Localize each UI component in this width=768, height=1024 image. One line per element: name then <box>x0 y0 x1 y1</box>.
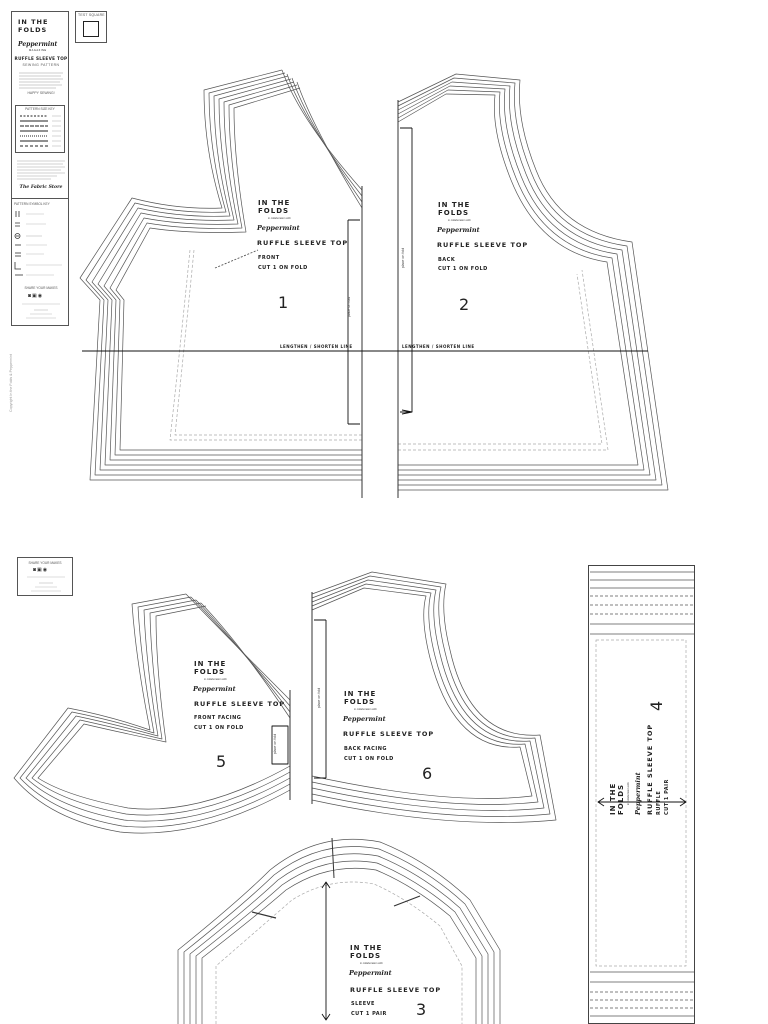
piece-6-collab: in collaboration with <box>354 708 377 711</box>
info-brand-line1: IN THE <box>18 18 49 26</box>
piece-4-number: 4 <box>647 700 666 711</box>
piece-3-grainline <box>322 882 330 1020</box>
piece-2-cut: CUT 1 ON FOLD <box>438 266 488 272</box>
piece-1-fold-label: place on fold <box>347 296 352 318</box>
piece-1-name: FRONT <box>258 255 280 261</box>
instagram-icon: ◙ <box>33 567 38 573</box>
piece-2-name: BACK <box>438 257 456 263</box>
info-share-title: SHARE YOUR MAKES <box>24 286 58 290</box>
piece-3-brand-line2: FOLDS <box>350 952 382 960</box>
piece-5-brand-line2: FOLDS <box>194 668 226 676</box>
piece-2-brand-line1: IN THE <box>438 201 471 209</box>
piece-6-name: BACK FACING <box>344 746 387 752</box>
info-magazine-sub: MAGAZINE <box>29 49 47 52</box>
piece-6-brand-line1: IN THE <box>344 690 377 698</box>
piece-2-fold-label: place on fold <box>401 247 406 269</box>
facebook-icon: ▣ <box>32 293 38 299</box>
piece-5-name: FRONT FACING <box>194 715 242 721</box>
piece-1-magazine-logo: Peppermint <box>257 224 300 232</box>
piece-4-label-group <box>585 675 675 815</box>
piece-1-outline <box>80 70 362 480</box>
piece-5-collab: in collaboration with <box>204 678 227 681</box>
piece-3-brand-line1: IN THE <box>350 944 383 952</box>
piece-2-outline <box>398 74 668 490</box>
piece-4-brand-line2: FOLDS <box>617 783 625 815</box>
piece-5-title: RUFFLE SLEEVE TOP <box>194 700 286 708</box>
symbol-key-title: PATTERN SYMBOL KEY <box>14 202 50 206</box>
info-brand-line2: FOLDS <box>18 26 48 34</box>
piece-5-brand-line1: IN THE <box>194 660 227 668</box>
info-greeting: HAPPY SEWING! <box>27 91 55 95</box>
piece-2-title: RUFFLE SLEEVE TOP <box>437 241 529 249</box>
piece-1-title: RUFFLE SLEEVE TOP <box>257 239 349 247</box>
piece-2-collab: in collaboration with <box>448 219 471 222</box>
piece-3-number: 3 <box>416 1000 427 1019</box>
piece-6-fold-label: place on fold <box>317 687 322 709</box>
info-pattern-type: SEWING PATTERN <box>22 63 60 67</box>
piece-6-magazine-logo: Peppermint <box>343 715 386 723</box>
piece-5-number: 5 <box>216 752 227 771</box>
piece-3-magazine-logo: Peppermint <box>349 969 392 977</box>
piece-4-title: RUFFLE SLEEVE TOP <box>646 723 654 815</box>
instagram-icon: ◙ <box>28 293 33 299</box>
piece-1-collab: in collaboration with <box>268 217 291 220</box>
piece-3-outline <box>178 839 500 1024</box>
piece-6-cut: CUT 1 ON FOLD <box>344 756 394 762</box>
piece-5-fold-label: place on fold <box>273 733 278 755</box>
piece-1-armhole-curves <box>282 70 362 208</box>
piece-1-brand-line1: IN THE <box>258 199 291 207</box>
piece-2-lengthen-label: LENGTHEN / SHORTEN LINE <box>402 344 475 349</box>
piece-1-number: 1 <box>278 293 289 312</box>
info-magazine-logo: Peppermint <box>18 41 58 48</box>
piece-4-collab: in collaboration with <box>627 782 630 805</box>
piece-2-seamlines <box>398 270 608 450</box>
side-copyright-note: Copyright In the Folds & Peppermint <box>9 354 14 412</box>
info-pattern-name: RUFFLE SLEEVE TOP <box>14 56 68 61</box>
piece-6-number: 6 <box>422 764 433 783</box>
facebook-icon: ▣ <box>37 567 43 573</box>
piece-1-cut: CUT 1 ON FOLD <box>258 265 308 271</box>
piece-2-brand-line2: FOLDS <box>438 209 470 217</box>
piece-6-title: RUFFLE SLEEVE TOP <box>343 730 435 738</box>
size-key-title: PATTERN SIZE KEY <box>25 107 55 111</box>
piece-4-brand-line1: IN THE <box>609 782 617 815</box>
piece-6-brand-line2: FOLDS <box>344 698 376 706</box>
piece-3-name: SLEEVE <box>351 1001 375 1007</box>
pinterest-icon: ◉ <box>37 293 44 299</box>
piece-3-cut: CUT 1 PAIR <box>351 1011 387 1017</box>
info-sponsor-logo: The Fabric Store <box>19 185 63 190</box>
piece-3-title: RUFFLE SLEEVE TOP <box>350 986 442 994</box>
share-box-title: SHARE YOUR MAKES <box>28 561 62 565</box>
piece-3-shoulder-notch <box>332 838 334 878</box>
piece-2-magazine-logo: Peppermint <box>437 226 480 234</box>
piece-2-number: 2 <box>459 295 470 314</box>
piece-4-magazine-logo: Peppermint <box>634 772 642 815</box>
pinterest-icon: ◉ <box>42 567 49 573</box>
piece-4-cut: CUT 1 PAIR <box>664 779 670 815</box>
piece-5-outline <box>14 594 290 833</box>
piece-5-magazine-logo: Peppermint <box>193 685 236 693</box>
piece-1-ruffle-marker <box>215 250 258 268</box>
piece-1-brand-line2: FOLDS <box>258 207 290 215</box>
piece-1-lengthen-label: LENGTHEN / SHORTEN LINE <box>280 344 353 349</box>
piece-3-back-notch <box>394 896 420 906</box>
test-square-label: TEST SQUARE <box>78 13 105 17</box>
piece-5-cut: CUT 1 ON FOLD <box>194 725 244 731</box>
piece-3-collab: in collaboration with <box>360 962 383 965</box>
piece-4-name: RUFFLE <box>656 790 662 815</box>
